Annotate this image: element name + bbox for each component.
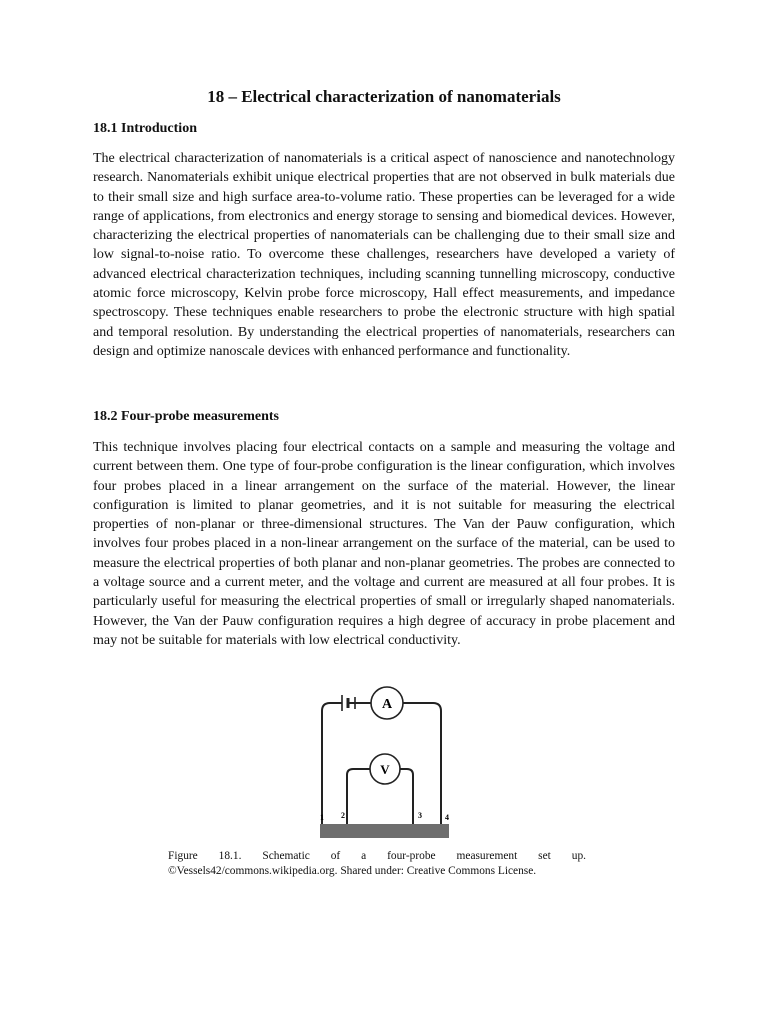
figure-caption: Figure 18.1. Schematic of a four-probe measurement set up. ©Vessels42/commons.wikipedia.org. Shared under: Creative Commons License.: [168, 850, 586, 877]
section-heading-introduction: 18.1 Introduction: [93, 121, 197, 136]
section-heading-four-probe: 18.2 Four-probe measurements: [93, 409, 279, 424]
chapter-title: 18 – Electrical characterization of nanomaterials: [207, 87, 561, 106]
probe-2-wire: [347, 769, 370, 828]
four-probe-schematic: [317, 680, 453, 850]
probe-1-wire: [322, 703, 342, 828]
probe-label-4: 4: [445, 813, 449, 822]
probe-3-wire: [400, 769, 413, 828]
voltmeter-label: V: [380, 762, 390, 777]
introduction-paragraph: The electrical characterization of nanomaterials is a critical aspect of nanoscience and nanotechnology research. Nanomaterials exhibit unique electrical properties that are not observed in bulk materials due to their small size and high surface area-to-volume ratio. These properties can be leveraged for a wide range of applications, from electronics and energy storage to sensing and biomedical devices. However, characterizing the electrical properties of nanomaterials can be challenging due to their small size and low signal-to-noise ratio. To overcome these challenges, researchers have developed a variety of advanced electrical characterization techniques, including scanning tunnelling microscopy, conductive atomic force microscopy, Kelvin probe force microscopy, Hall effect measurements, and impedance spectroscopy. These techniques enable researchers to probe the electronic structure with high spatial and temporal resolution. By understanding the electrical properties of nanomaterials, researchers can design and optimize nanoscale devices with enhanced performance and functionality.: [93, 151, 675, 359]
probe-label-2: 2: [341, 811, 345, 820]
four-probe-paragraph: This technique involves placing four electrical contacts on a sample and measuring the voltage and current between them. One type of four-probe configuration is the linear configuration, which involves four probes placed in a linear arrangement on the surface of the material. However, the linear configuration is limited to planar geometries, and it is not suitable for measuring the electrical properties of non-planar or three-dimensional structures. The Van der Pauw configuration, which involves four probes placed in a non-linear arrangement on the surface of the material, can be used to measure the electrical properties of both planar and non-planar geometries. The probes are connected to a voltage source and a current meter, and the voltage and current are measured at all four probes. It is particularly useful for measuring the electrical properties of small or irregularly shaped nanomaterials. However, the Van der Pauw configuration requires a high degree of accuracy in probe placement and may not be suitable for materials with low electrical conductivity.: [93, 440, 675, 648]
probe-label-1: 1: [320, 813, 324, 822]
probe-4-wire: [403, 703, 441, 828]
probe-label-3: 3: [418, 811, 422, 820]
four-probe-figure: [317, 680, 453, 855]
ammeter-label: A: [381, 697, 393, 712]
sample-bar: [320, 824, 449, 838]
